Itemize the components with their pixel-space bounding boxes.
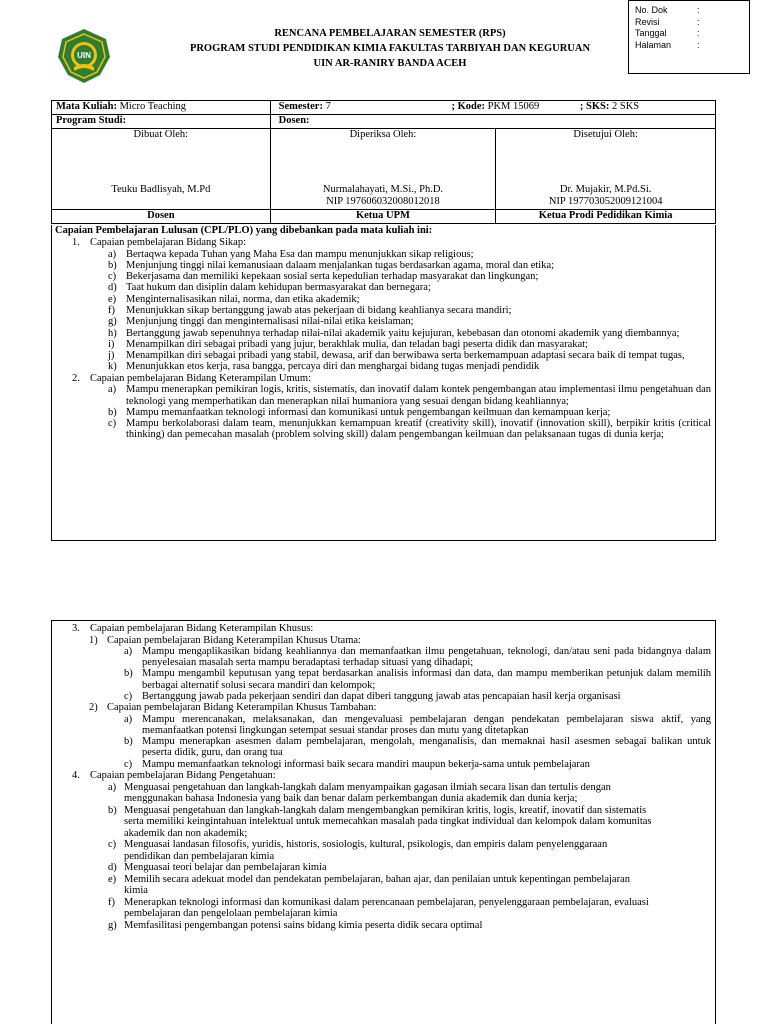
list-item xyxy=(52,305,715,316)
item-text: Bertaqwa kepada Tuhan yang Maha Esa dan mampu menunjukkan sikap religious; xyxy=(126,248,474,260)
doc-row-halaman: Halaman : xyxy=(635,39,700,50)
item-text: Taat hukum dan disiplin dalam kehidupan bermasyarakat dan bernegara; xyxy=(126,282,431,294)
list-item xyxy=(52,249,715,260)
item-text: Mampu merencanakan, melaksanakan, dan mengevaluasi pembelajaran dengan pendekatan pembelajaran siswa aktif, yang memanfaatkan potensi lingkungan setempat sesuai standar proses dan mutu yang ditetapkan xyxy=(142,713,711,736)
item-marker: i) xyxy=(108,338,115,350)
item-text: Menguasai landasan filosofis, yuridis, historis, sosiologis, kultural, psikologis, dan empiris dalam penyelenggaraan pendidikan dan pembelajaran kimia xyxy=(124,839,608,862)
item-text: Mampu menerapkan asesmen dalam pembelajaran, mengolah, menganalisis, dan memaknai hasil asesmen sebagai balikan untuk peserta didik, guru, dan orang tua xyxy=(142,736,711,759)
cpl-ket-khusus-tambahan-list xyxy=(52,714,715,770)
cpl-section-part1 xyxy=(51,225,716,541)
program-studi-cell: Program Studi: xyxy=(52,115,271,129)
doc-row-no: No. Dok : xyxy=(635,5,700,15)
item-marker: f) xyxy=(108,896,115,908)
doc-row-revisi: Revisi : xyxy=(635,16,700,27)
header-line-2: PROGRAM STUDI PENDIDIKAN KIMIA FAKULTAS TARBIYAH DAN KEGURUAN xyxy=(189,43,591,54)
item-text: Mampu memanfaatkan teknologi informasi baik secara mandiri maupun bekerja-sama untuk pembelajaran xyxy=(142,758,590,770)
cpl-pengetahuan-list xyxy=(52,782,715,932)
cpl-sikap-list xyxy=(52,249,715,373)
item-text: Menampilkan diri sebagai pribadi yang stabil, dewasa, arif dan berwibawa serta berkemampuan adaptasi secara baik di tempat tugas, xyxy=(126,350,685,362)
list-item xyxy=(52,839,715,862)
list-item xyxy=(52,407,715,418)
item-marker: a) xyxy=(108,781,117,793)
item-marker: e) xyxy=(108,293,117,305)
cpl-sikap-heading: 1. Capaian pembelajaran Bidang Sikap: xyxy=(72,237,246,248)
list-item xyxy=(52,646,715,669)
cpl-ket-umum-heading: 2. Capaian pembelajaran Bidang Keterampilan Umum: xyxy=(72,372,312,384)
signature-diperiksa: Diperiksa Oleh: Nurmalahayati, M.Si., Ph.D. NIP 197606032008012018 xyxy=(270,129,496,210)
mata-kuliah-cell: Mata Kuliah: Micro Teaching xyxy=(52,101,271,115)
doc-row-tanggal: Tanggal : xyxy=(635,28,700,38)
header-line-3: UIN AR-RANIRY BANDA ACEH xyxy=(313,58,467,69)
item-text: Menginternalisasikan nilai, norma, dan etika akademik; xyxy=(126,293,360,305)
cpl-title: Capaian Pembelajaran Lulusan (CPL/PLO) yang dibebankan pada mata kuliah ini: xyxy=(55,225,433,236)
item-marker: b) xyxy=(108,406,117,418)
item-text: Menguasai teori belajar dan pembelajaran kimia xyxy=(124,862,327,874)
list-item xyxy=(52,714,715,737)
item-marker: h) xyxy=(108,327,117,339)
item-marker: f) xyxy=(108,304,115,316)
item-text: Menguasai pengetahuan dan langkah-langkah dalam menyampaikan gagasan ilmiah secara lisan dan tertulis dengan menggunakan bahasa Indonesia yang baik dan benar dalam perkembangan dunia akademik dan dunia kerja; xyxy=(124,781,611,805)
list-item xyxy=(52,328,715,339)
item-marker: a) xyxy=(124,713,133,725)
list-item xyxy=(52,260,715,271)
list-item xyxy=(52,691,715,702)
item-marker: c) xyxy=(108,271,117,283)
item-marker: c) xyxy=(108,839,117,851)
list-item xyxy=(52,271,715,282)
item-text: Memfasilitasi pengembangan potensi sains bidang kimia peserta didik secara optimal xyxy=(124,919,483,931)
list-item xyxy=(52,294,715,305)
cpl-pengetahuan-heading: 4. Capaian pembelajaran Bidang Pengetahuan: xyxy=(72,770,276,782)
item-text: Memilih secara adekuat model dan pendekatan pembelajaran, bahan ajar, dan penilaian untuk kepentingan pembelajaran kimia xyxy=(124,873,630,897)
course-info-table xyxy=(51,100,716,224)
item-marker: a) xyxy=(108,248,117,260)
cpl-ket-khusus-utama-heading: 1) Capaian pembelajaran Bidang Keterampilan Khusus Utama: xyxy=(89,634,361,646)
list-item xyxy=(52,316,715,327)
signature-dibuat: Dibuat Oleh: Teuku Badlisyah, M.Pd xyxy=(52,129,271,210)
item-marker: b) xyxy=(108,259,117,271)
item-marker: g) xyxy=(108,919,117,931)
list-item xyxy=(52,418,715,441)
list-item xyxy=(52,862,715,874)
item-text: Menampilkan diri sebagai pribadi yang jujur, berakhlak mulia, dan teladan bagi peserta didik dan masyarakat; xyxy=(126,338,589,350)
dosen-cell: Dosen: xyxy=(270,115,715,129)
item-text: Mampu mengambil keputusan yang tepat berdasarkan analisis informasi dan data, dan mampu memberikan petunjuk dalam memilih berbagai alternatif solusi secara mandiri dan kelompok; xyxy=(142,668,711,691)
item-marker: b) xyxy=(124,736,133,748)
cpl-section-part2 xyxy=(51,620,716,1024)
item-marker: j) xyxy=(108,350,115,362)
signature-disetujui: Disetujui Oleh: Dr. Mujakir, M.Pd.Si. NIP 197703052009121004 xyxy=(496,129,716,210)
cpl-ket-khusus-heading: 3. Capaian pembelajaran Bidang Keterampilan Khusus: xyxy=(72,623,314,634)
item-marker: c) xyxy=(124,690,133,702)
item-text: Menunjukkan sikap bertanggung jawab atas pekerjaan di bidang keahlianya secara mandiri; xyxy=(126,304,512,316)
item-marker: a) xyxy=(108,384,117,396)
item-marker: d) xyxy=(108,862,117,874)
item-text: Bertanggung jawab pada pekerjaan sendiri dan dapat diberi tanggung jawab atas pencapaian hasil kerja organisasi xyxy=(142,690,621,702)
role-ketua-prodi: Ketua Prodi Pedidikan Kimia xyxy=(496,210,716,224)
item-marker: c) xyxy=(124,758,133,770)
list-item xyxy=(52,782,715,805)
list-item xyxy=(52,874,715,897)
item-text: Mampu memanfaatkan teknologi informasi dan komunikasi untuk pengembangan keilmuan dan kemampuan kerja; xyxy=(126,406,611,418)
item-marker: c) xyxy=(108,418,117,430)
list-item xyxy=(52,668,715,691)
item-text: Bertanggung jawab sepenuhnya terhadap nilai-nilai akademik yaitu kejujuran, kebebasan dan otonomi akademik yang diembannya; xyxy=(126,327,680,339)
list-item xyxy=(52,897,715,920)
item-marker: b) xyxy=(124,668,133,680)
header-line-1: RENCANA PEMBELAJARAN SEMESTER (RPS) xyxy=(274,28,506,39)
uin-logo-emblem xyxy=(56,27,112,85)
item-text: Menjunjung tinggi dan menginternalisasi nilai-nilai etika keislaman; xyxy=(126,316,414,328)
list-item xyxy=(52,736,715,759)
document-header xyxy=(150,26,630,71)
item-text: Menguasai pengetahuan dan langkah-langkah dalam mengembangkan pemikiran kritis, logis, kreatif, inovatif dan sistematis serta memiliki keingintahuan intelektual untuk memecahkan masalah pada tingkat individual dan kelompok dalam komunitas akademik dan non akademik; xyxy=(124,804,652,839)
role-dosen: Dosen xyxy=(52,210,271,224)
item-marker: k) xyxy=(108,361,117,373)
list-item xyxy=(52,384,715,407)
item-marker: g) xyxy=(108,316,117,328)
item-marker: d) xyxy=(108,282,117,294)
list-item xyxy=(52,339,715,350)
item-text: Menerapkan teknologi informasi dan komunikasi dalam perencanaan pembelajaran, penyelenggaraan pembelajaran, evaluasi pembelajaran dan pengelolaan pembelajaran kimia xyxy=(124,896,649,920)
list-item xyxy=(52,759,715,770)
list-item xyxy=(52,282,715,293)
item-text: Menjunjung tinggi nilai kemanusiaan dalaam menjalankan tugas berdasarkan agama, moral dan etika; xyxy=(126,259,555,271)
item-text: Mampu menerapkan pemikiran logis, kritis, sistematis, dan inovatif dalam kontek pengembangan atau implementasi ilmu pengetahuan dan teknologi yang memperhatikan dan menerapkan nilai humaniora yang sesuai dengan bidang keahliannya; xyxy=(126,384,711,407)
cpl-ket-khusus-utama-list xyxy=(52,646,715,702)
list-item xyxy=(52,920,715,932)
list-item xyxy=(52,350,715,361)
item-marker: e) xyxy=(108,873,117,885)
item-text: Mampu mengaplikasikan bidang keahliannya dan memanfaatkan ilmu pengetahuan, teknologi, dan/atau seni pada bidangnya dalam penyelesaian masalah serta mampu beradaptasi terhadap situasi yang dihadapi; xyxy=(142,645,711,669)
list-item xyxy=(52,361,715,372)
cpl-ket-khusus-tambahan-heading: 2) Capaian pembelajaran Bidang Keterampilan Khusus Tambahan: xyxy=(89,702,377,714)
svg-text:UIN: UIN xyxy=(77,51,91,60)
cpl-ket-umum-list xyxy=(52,384,715,440)
role-ketua-upm: Ketua UPM xyxy=(270,210,496,224)
item-marker: a) xyxy=(124,645,133,657)
list-item xyxy=(52,805,715,840)
item-text: Bekerjasama dan memiliki kepekaan sosial serta kepedulian terhadap masyarakat dan lingkungan; xyxy=(126,271,539,283)
semester-kode-sks-cell: Semester: 7 ; Kode: PKM 15069 ; SKS: 2 SKS xyxy=(270,101,715,115)
item-text: Mampu berkolaborasi dalam team, menunjukkan kemampuan kreatif (creativity skill), inovatif (innovation skill), berpikir kritis (critical thinking) dan pemecahan masalah (problem solving skill) dalam pengembangan keilmuan dan pelaksanaan tugas di dunia kerja; xyxy=(126,418,711,441)
item-text: Menunjukkan etos kerja, rasa bangga, percaya diri dan menghargai bidang tugas menjadi pendidik xyxy=(126,361,540,373)
item-marker: b) xyxy=(108,804,117,816)
document-control-box xyxy=(628,0,750,74)
